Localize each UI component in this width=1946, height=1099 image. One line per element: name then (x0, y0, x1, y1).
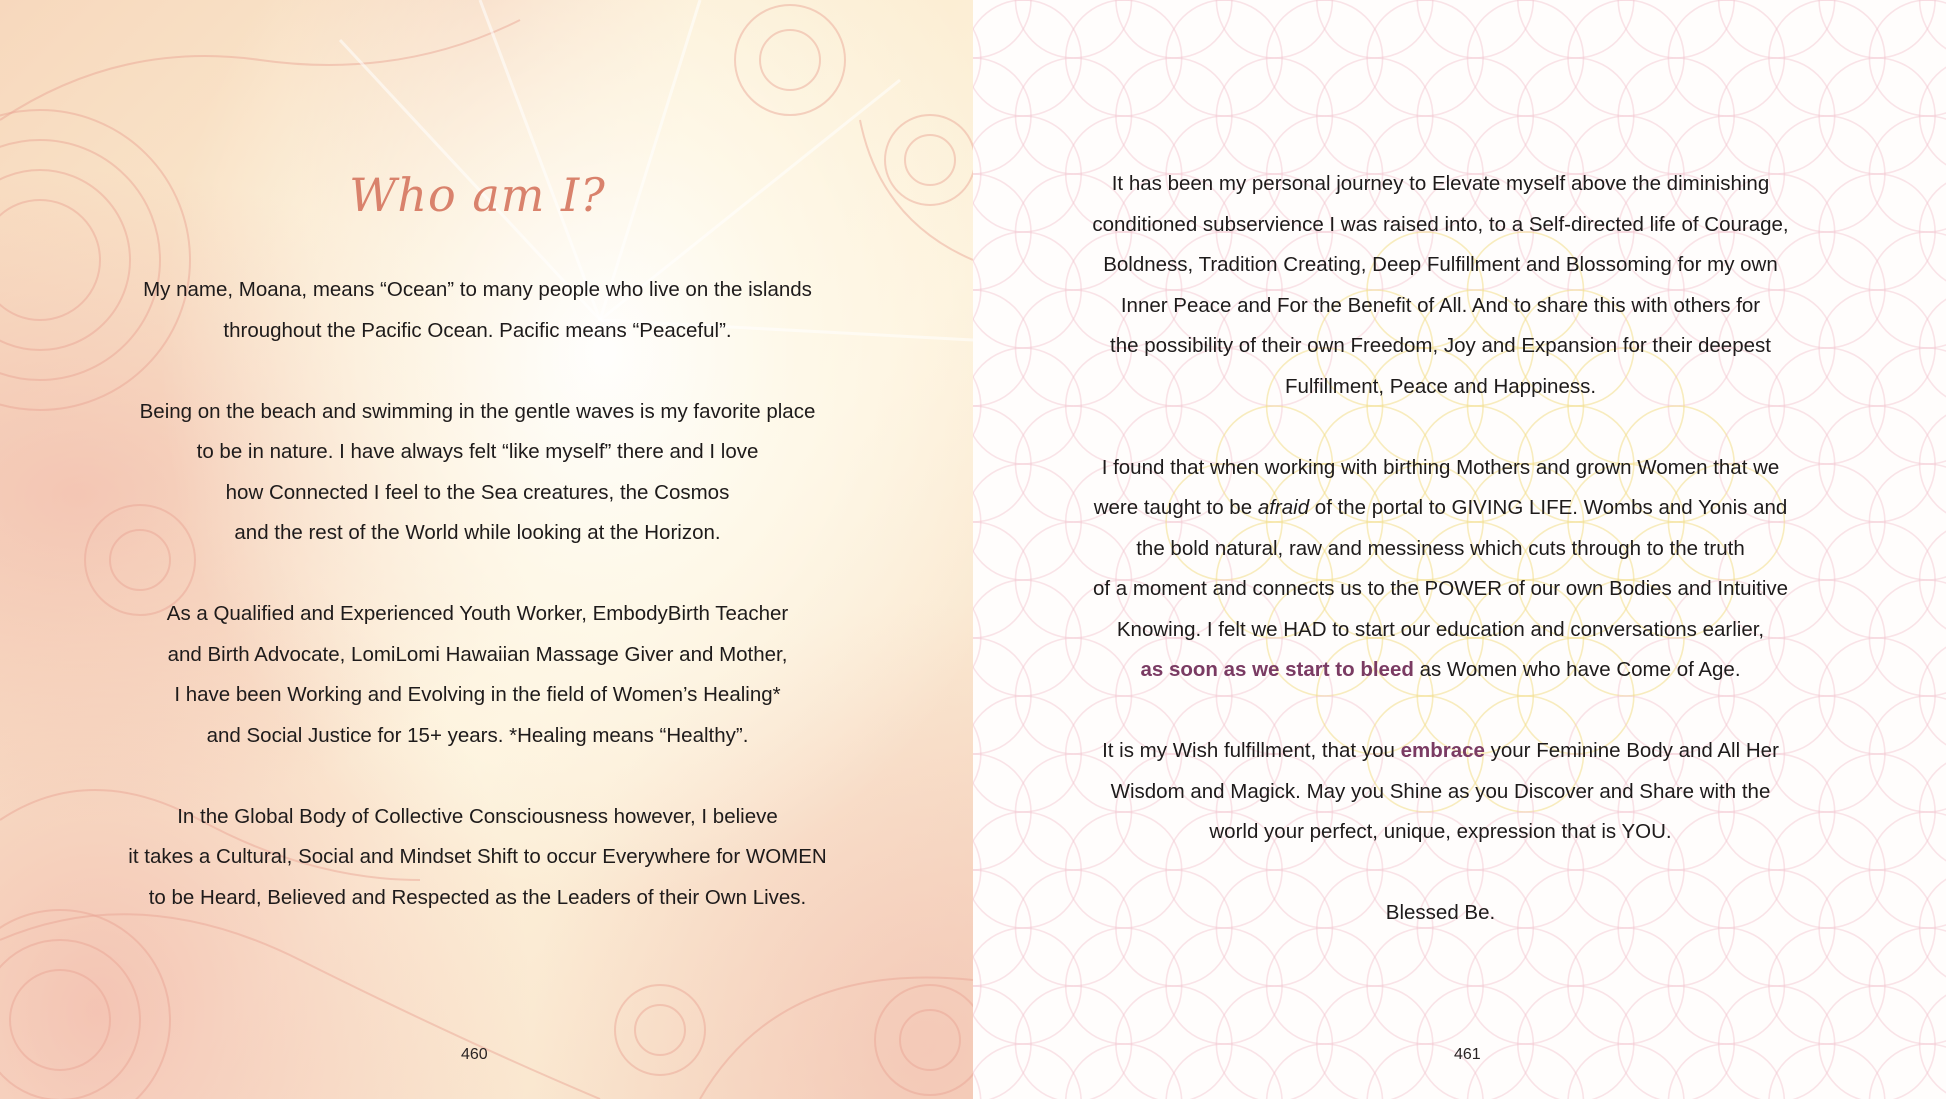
text-line: it takes a Cultural, Social and Mindset Shift to occur Everywhere for WOMEN (128, 845, 827, 868)
flower-circle (1166, 0, 1282, 116)
flower-circle (1920, 58, 1946, 174)
flower-circle (1317, 986, 1433, 1099)
right-page (973, 0, 1946, 1099)
flower-circle (1769, 0, 1885, 116)
text-line: Blessed Be. (1385, 901, 1496, 924)
text-line: and the rest of the World while looking at the Horizon. (234, 521, 721, 544)
text-line: Boldness, Tradition Creating, Deep Fulfillment and Blossoming for my own (1103, 253, 1778, 276)
flower-circle (1819, 0, 1935, 58)
flower-circle (1518, 986, 1634, 1099)
flower-circle (1367, 0, 1483, 116)
flower-circle (1066, 0, 1182, 116)
flower-circle (1668, 0, 1784, 116)
flower-circle (1618, 58, 1734, 174)
flower-circle (1417, 986, 1533, 1099)
paragraph-qualifications (60, 594, 895, 756)
text-line: the bold natural, raw and messiness which cuts through to the truth (1136, 536, 1745, 560)
text-line: It has been my personal journey to Elevate myself above the diminishing (1111, 172, 1770, 195)
text-line: the possibility of their own Freedom, Joy and Expansion for their deepest (1110, 334, 1771, 357)
flower-circle (1719, 0, 1835, 58)
flower-circle (1317, 0, 1433, 58)
text-line: Inner Peace and For the Benefit of All. And to share this with others for (1120, 293, 1761, 317)
text-line (1003, 650, 1878, 691)
flower-circle (973, 580, 981, 696)
flower-circle (1216, 0, 1332, 58)
text-line: Knowing. I felt we HAD to start our education and conversations earlier, (1116, 617, 1765, 641)
flower-circle (1869, 0, 1946, 116)
flower-circle (973, 464, 981, 580)
text-line: world your perfect, unique, expression that is YOU. (1209, 820, 1672, 843)
flower-circle (1869, 1044, 1946, 1099)
flower-circle (973, 0, 981, 116)
text-line: As a Qualified and Experienced Youth Worker, EmbodyBirth Teacher (166, 602, 789, 625)
flower-circle (973, 696, 981, 812)
text-line: conditioned subservience I was raised into, to a Self-directed life of Courage, (1092, 212, 1789, 236)
text-fragment: your Feminine Body and All Her (1484, 739, 1779, 762)
flower-circle (1518, 0, 1634, 58)
text-fragment: of the portal to GIVING LIFE. Wombs and Yonis and (1309, 496, 1788, 519)
flower-circle (1869, 348, 1946, 464)
flower-circle (1869, 812, 1946, 928)
flower-circle (1518, 58, 1634, 174)
flower-circle (1869, 696, 1946, 812)
flower-circle (1819, 986, 1935, 1099)
flower-circle (1267, 1044, 1383, 1099)
flower-circle (1568, 1044, 1684, 1099)
text-line (1003, 488, 1878, 529)
flower-circle (1920, 174, 1946, 290)
flower-circle (1116, 986, 1232, 1099)
text-line: and Birth Advocate, LomiLomi Hawaiian Massage Giver and Mother, (167, 642, 788, 666)
text-line: Wisdom and Magick. May you Shine as you Discover and Share with the (1110, 779, 1771, 803)
flower-circle (973, 232, 981, 348)
flower-circle (973, 116, 981, 232)
text-line: throughout the Pacific Ocean. Pacific means “Peaceful”. (223, 318, 732, 342)
flower-circle (1618, 0, 1734, 58)
text-line: I have been Working and Evolving in the field of Women’s Healing* (174, 683, 781, 706)
flower-circle (1016, 0, 1132, 58)
page-number-right: 461 (1454, 1046, 1481, 1063)
flower-circle (1869, 928, 1946, 1044)
flower-circle (1920, 406, 1946, 522)
flower-circle (1618, 986, 1734, 1099)
flower-circle (1216, 58, 1332, 174)
text-fragment: were taught to be (1093, 496, 1258, 519)
flower-circle (973, 348, 981, 464)
flower-circle (973, 1044, 1081, 1099)
text-fragment: as Women who have Come of Age. (1413, 658, 1741, 681)
flower-circle (1116, 58, 1232, 174)
flower-circle (1869, 464, 1946, 580)
highlight-bleed: as soon as we start to bleed (1140, 658, 1414, 681)
flower-circle (1267, 0, 1383, 116)
flower-circle (1920, 870, 1946, 986)
text-line: how Connected I feel to the Sea creatures, the Cosmos (225, 480, 730, 504)
text-line: to be in nature. I have always felt “like myself” there and I love (196, 440, 759, 463)
text-fragment: It is my Wish fulfillment, that you (1102, 739, 1401, 762)
flower-circle (1769, 1044, 1885, 1099)
paragraph-birthing (1003, 448, 1878, 691)
flower-circle (1568, 0, 1684, 116)
flower-circle (1920, 290, 1946, 406)
text-line: In the Global Body of Collective Consciousness however, I believe (177, 804, 778, 828)
paragraph-wish (1003, 731, 1878, 853)
text-line: to be Heard, Believed and Respected as the Leaders of their Own Lives. (148, 885, 807, 909)
flower-circle (973, 0, 1031, 58)
flower-circle (1869, 580, 1946, 696)
flower-circle (1066, 1044, 1182, 1099)
flower-circle (1417, 0, 1533, 58)
flower-circle (973, 0, 1081, 116)
flower-circle (1116, 0, 1232, 58)
left-body-text (60, 270, 895, 959)
flower-circle (1719, 986, 1835, 1099)
flower-circle (973, 812, 981, 928)
flower-circle (973, 58, 1031, 174)
flower-circle (1016, 58, 1132, 174)
text-line (1003, 731, 1878, 772)
flower-circle (973, 1044, 981, 1099)
flower-circle (1468, 1044, 1584, 1099)
text-line: Fulfillment, Peace and Happiness. (1284, 374, 1597, 398)
flower-circle (1166, 1044, 1282, 1099)
highlight-embrace: embrace (1400, 739, 1485, 762)
flower-circle (1819, 58, 1935, 174)
text-line: I found that when working with birthing Mothers and grown Women that we (1101, 455, 1780, 479)
text-line: of a moment and connects us to the POWER of our own Bodies and Intuitive (1092, 577, 1789, 600)
page-title: Who am I? (349, 168, 606, 222)
flower-circle (1216, 986, 1332, 1099)
flower-circle (1920, 986, 1946, 1099)
flower-circle (1417, 58, 1533, 174)
paragraph-journey (1003, 164, 1878, 407)
page-number-left: 460 (461, 1046, 488, 1063)
text-line: Being on the beach and swimming in the gentle waves is my favorite place (139, 399, 816, 423)
flower-circle (1016, 986, 1132, 1099)
flower-circle (1869, 232, 1946, 348)
flower-circle (1869, 116, 1946, 232)
flower-circle (1719, 58, 1835, 174)
flower-circle (1920, 0, 1946, 58)
flower-circle (1668, 1044, 1784, 1099)
flower-circle (973, 986, 1031, 1099)
closing-line (1003, 893, 1878, 934)
paragraph-name-meaning (60, 270, 895, 351)
flower-circle (1468, 0, 1584, 116)
text-line: My name, Moana, means “Ocean” to many people who live on the islands (143, 278, 812, 301)
paragraph-beach (60, 392, 895, 554)
text-line: and Social Justice for 15+ years. *Healing means “Healthy”. (206, 723, 749, 747)
flower-circle (1317, 58, 1433, 174)
flower-circle (1920, 638, 1946, 754)
flower-circle (1920, 522, 1946, 638)
emphasis-afraid: afraid (1257, 496, 1310, 519)
right-body-text (1003, 164, 1878, 974)
flower-circle (1920, 754, 1946, 870)
flower-circle (973, 928, 981, 1044)
paragraph-collective (60, 797, 895, 919)
